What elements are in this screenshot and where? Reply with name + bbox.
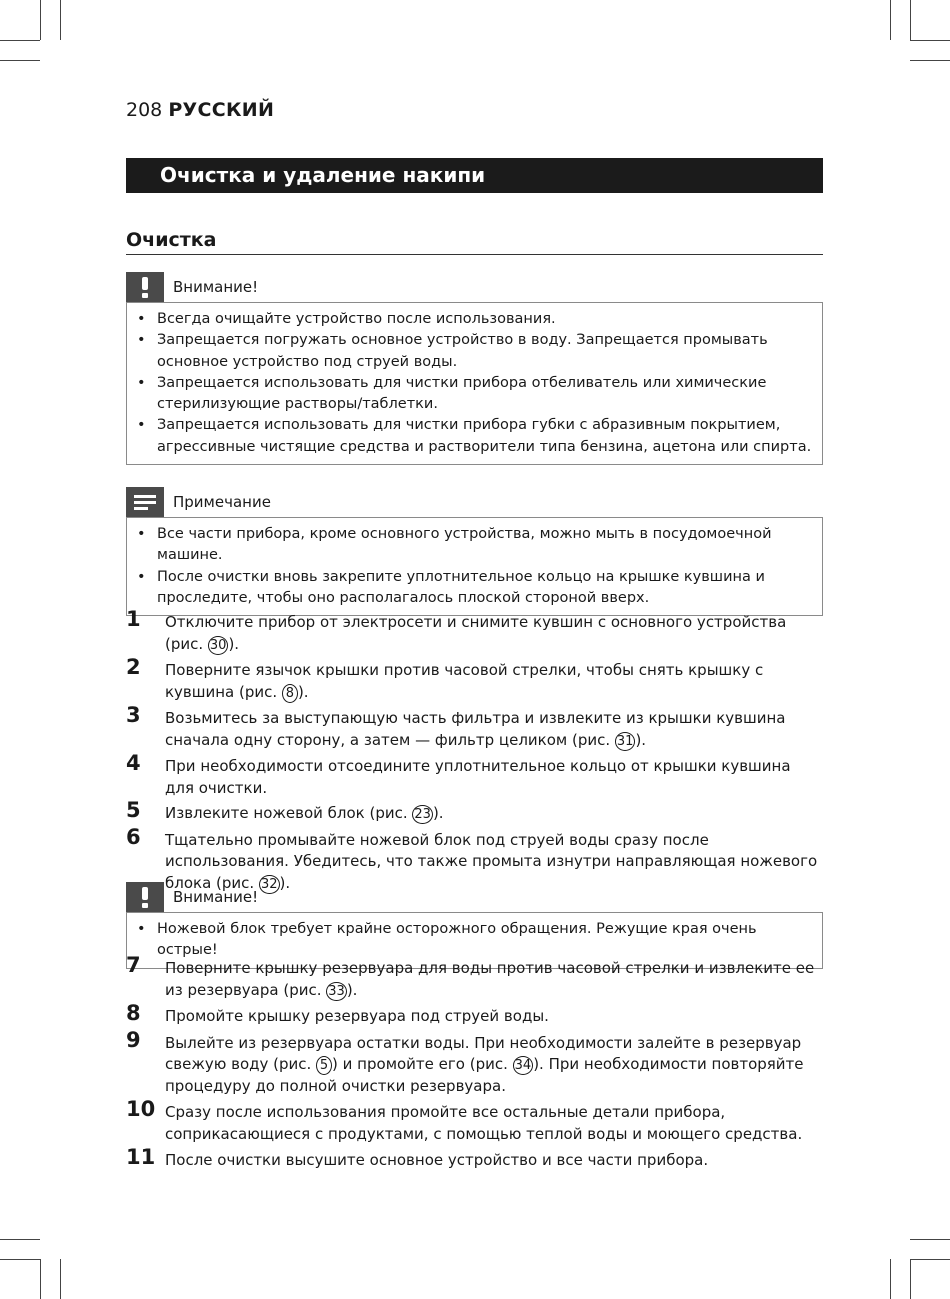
crop-mark bbox=[60, 1259, 61, 1299]
crop-mark bbox=[910, 1259, 950, 1260]
step-text: Извлеките ножевой блок (рис. bbox=[165, 804, 413, 822]
subheading: Очистка bbox=[126, 228, 823, 255]
language-label: РУССКИЙ bbox=[168, 99, 275, 121]
crop-mark bbox=[910, 1259, 911, 1299]
warning-title: Внимание! bbox=[173, 278, 259, 296]
step-text: Тщательно промывайте ножевой блок под струей воды сразу после использования. Убедитесь, что также промыта изнутри направляющая ножевого блока (рис. bbox=[165, 830, 818, 892]
step-number: 7 bbox=[126, 953, 141, 977]
step-item bbox=[126, 703, 823, 751]
step-number: 4 bbox=[126, 751, 141, 775]
crop-mark bbox=[0, 1239, 40, 1240]
list-item: • Все части прибора, кроме основного устройства, можно мыть в посудомоечной машине. bbox=[137, 524, 814, 567]
step-text: Сразу после использования промойте все остальные детали прибора, соприкасающиеся с продуктами, с помощью теплой воды и моющего средства. bbox=[165, 1103, 803, 1143]
step-item bbox=[126, 798, 823, 825]
step-item bbox=[126, 655, 823, 703]
step-text: Возьмитесь за выступающую часть фильтра и извлеките из крышки кувшина сначала одну сторону, а затем — фильтр целиком (рис. bbox=[165, 709, 786, 749]
figure-ref: 33 bbox=[328, 983, 345, 999]
step-number: 3 bbox=[126, 703, 141, 727]
list-item: • Запрещается использовать для чистки прибора отбеливатель или химические стерилизующие растворы/таблетки. bbox=[137, 373, 814, 416]
warning-box bbox=[126, 302, 823, 465]
step-text: При необходимости отсоедините уплотнительное кольцо от крышки кувшина для очистки. bbox=[165, 757, 791, 797]
step-text: ). bbox=[635, 730, 647, 749]
step-item bbox=[126, 1145, 823, 1172]
list-item: • Ножевой блок требует крайне осторожного обращения. Режущие края очень острые! bbox=[137, 919, 814, 962]
note-header bbox=[126, 487, 823, 517]
step-number: 10 bbox=[126, 1097, 156, 1121]
step-text: Вылейте из резервуара остатки воды. При необходимости залейте в резервуар свежую воду (рис. bbox=[165, 1033, 802, 1073]
step-text: ). При необходимости повторяйте процедуру до полной очистки резервуара. bbox=[165, 1055, 804, 1095]
step-number: 11 bbox=[126, 1145, 156, 1169]
steps-list-a bbox=[126, 607, 823, 904]
step-text: ). bbox=[432, 804, 444, 822]
figure-ref: 23 bbox=[414, 807, 431, 822]
crop-mark bbox=[0, 40, 40, 41]
step-text: Поверните крышку резервуара для воды против часовой стрелки и извлеките ее из резервуара (рис. bbox=[165, 959, 815, 999]
step-text: Промойте крышку резервуара под струей воды. bbox=[165, 1007, 549, 1025]
crop-mark bbox=[910, 60, 950, 61]
step-text: ). bbox=[279, 873, 291, 892]
figure-ref: 5 bbox=[316, 1056, 332, 1075]
list-item: • Всегда очищайте устройство после использования. bbox=[137, 309, 814, 330]
note-title: Примечание bbox=[173, 493, 271, 511]
warning-title: Внимание! bbox=[173, 888, 259, 906]
step-text: ). bbox=[297, 682, 309, 701]
section-title: Очистка и удаление накипи bbox=[126, 158, 823, 193]
step-number: 9 bbox=[126, 1027, 141, 1052]
step-number: 5 bbox=[126, 798, 141, 822]
exclamation-icon bbox=[126, 272, 164, 302]
step-number: 1 bbox=[126, 607, 141, 631]
step-number: 6 bbox=[126, 824, 141, 849]
figure-ref: 31 bbox=[616, 733, 634, 749]
step-number: 2 bbox=[126, 655, 141, 679]
step-text: ). bbox=[346, 980, 358, 999]
crop-mark bbox=[910, 40, 950, 41]
crop-mark bbox=[890, 0, 891, 40]
page-header bbox=[126, 99, 274, 121]
page-number: 208 bbox=[126, 99, 163, 121]
step-item bbox=[126, 1001, 823, 1028]
note-lines-icon bbox=[126, 487, 164, 517]
crop-mark bbox=[0, 1259, 40, 1260]
crop-mark bbox=[890, 1259, 891, 1299]
step-text: ). bbox=[228, 634, 240, 653]
crop-mark bbox=[40, 0, 41, 40]
step-item bbox=[126, 751, 823, 799]
step-item bbox=[126, 1027, 823, 1098]
list-item: • Запрещается погружать основное устройство в воду. Запрещается промывать основное устройство под струей воды. bbox=[137, 330, 814, 373]
step-text: Отключите прибор от электросети и снимите кувшин с основного устройства (рис. bbox=[165, 613, 787, 653]
figure-ref: 30 bbox=[209, 637, 227, 653]
warning-header bbox=[126, 882, 823, 912]
list-item: • После очистки вновь закрепите уплотнительное кольцо на крышке кувшина и проследите, чтобы оно располагалось плоской стороной вверх. bbox=[137, 567, 814, 610]
exclamation-icon bbox=[126, 882, 164, 912]
list-item: • Запрещается использовать для чистки прибора губки с абразивным покрытием, агрессивные чистящие средства и растворители типа бензина, ацетона или спирта. bbox=[137, 415, 814, 458]
figure-ref: 34 bbox=[514, 1058, 532, 1073]
crop-mark bbox=[0, 60, 40, 61]
step-number: 8 bbox=[126, 1001, 141, 1025]
crop-mark bbox=[40, 1259, 41, 1299]
crop-mark bbox=[910, 0, 911, 40]
steps-list-b bbox=[126, 953, 823, 1177]
crop-mark bbox=[910, 1239, 950, 1240]
figure-ref: 8 bbox=[282, 684, 298, 703]
step-text: ) и промойте его (рис. bbox=[332, 1055, 513, 1073]
step-item bbox=[126, 1097, 823, 1145]
step-item bbox=[126, 953, 823, 1001]
step-text: После очистки высушите основное устройство и все части прибора. bbox=[165, 1151, 709, 1169]
crop-mark bbox=[60, 0, 61, 40]
note-box bbox=[126, 517, 823, 616]
warning-header bbox=[126, 272, 823, 302]
step-text: Поверните язычок крышки против часовой стрелки, чтобы снять крышку с кувшина (рис. bbox=[165, 661, 764, 701]
step-item bbox=[126, 607, 823, 655]
figure-ref: 32 bbox=[260, 876, 278, 892]
